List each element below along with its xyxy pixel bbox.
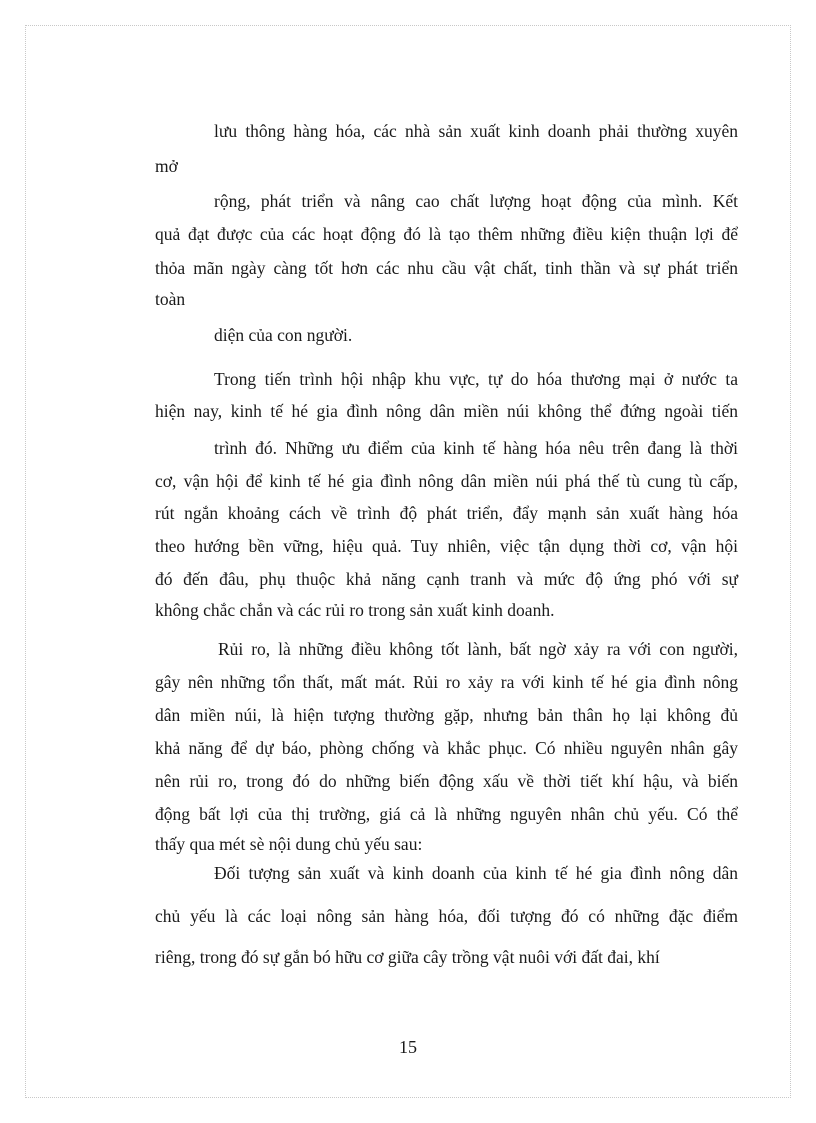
text-line: Rủi ro, là những điều không tốt lành, bất ngờ xảy ra với con người, bbox=[218, 639, 738, 659]
text-line: rút ngắn khoảng cách về trình độ phát triển, đẩy mạnh sản xuất hàng hóa bbox=[155, 503, 738, 523]
text-line: quả đạt được của các hoạt động đó là tạo thêm những điều kiện thuận lợi để bbox=[155, 224, 738, 244]
text-line: khả năng để dự báo, phòng chống và khắc phục. Có nhiều nguyên nhân gây bbox=[155, 738, 738, 758]
text-line: không chắc chắn và các rủi ro trong sản xuất kinh doanh. bbox=[155, 600, 555, 620]
text-line: nên rủi ro, trong đó do những biến động xấu về thời tiết khí hậu, và biến bbox=[155, 771, 738, 791]
text-line: diện của con người. bbox=[214, 325, 353, 345]
page-number: 15 bbox=[399, 1037, 417, 1057]
text-line: hiện nay, kinh tế hé gia đình nông dân miền núi không thể đứng ngoài tiến bbox=[155, 401, 738, 421]
border-left bbox=[25, 25, 26, 1098]
text-line: Đối tượng sản xuất và kinh doanh của kinh tế hé gia đình nông dân bbox=[214, 863, 738, 883]
border-bottom bbox=[25, 1097, 791, 1098]
border-top bbox=[25, 25, 791, 26]
text-line: toàn bbox=[155, 289, 186, 309]
text-line: theo hướng bền vững, hiệu quả. Tuy nhiên, việc tận dụng thời cơ, vận hội bbox=[155, 536, 738, 556]
text-line: lưu thông hàng hóa, các nhà sản xuất kinh doanh phải thường xuyên bbox=[214, 121, 738, 141]
text-line: cơ, vận hội để kinh tế hé gia đình nông dân miền núi phá thế tù cung tù cấp, bbox=[155, 471, 738, 491]
border-right bbox=[790, 25, 791, 1098]
text-line: thỏa mãn ngày càng tốt hơn các nhu cầu vật chất, tinh thần và sự phát triển bbox=[155, 258, 738, 278]
text-line: đó đến đâu, phụ thuộc khả năng cạnh tranh và mức độ ứng phó với sự bbox=[155, 569, 738, 589]
text-line: thấy qua mét sè nội dung chủ yếu sau: bbox=[155, 834, 423, 854]
text-line: chủ yếu là các loại nông sản hàng hóa, đối tượng đó có những đặc điểm bbox=[155, 906, 738, 926]
text-line: Trong tiến trình hội nhập khu vực, tự do hóa thương mại ở nước ta bbox=[214, 369, 738, 389]
text-line: gây nên những tổn thất, mất mát. Rủi ro xảy ra với kinh tế hé gia đình nông bbox=[155, 672, 738, 692]
text-line: động bất lợi của thị trường, giá cả là những nguyên nhân chủ yếu. Có thể bbox=[155, 804, 738, 824]
text-line: trình đó. Những ưu điểm của kinh tế hàng hóa nêu trên đang là thời bbox=[214, 438, 738, 458]
text-line: rộng, phát triển và nâng cao chất lượng hoạt động của mình. Kết bbox=[214, 191, 738, 211]
text-line: dân miền núi, là hiện tượng thường gặp, nhưng bản thân họ lại không đủ bbox=[155, 705, 738, 725]
text-line: mở bbox=[155, 156, 178, 176]
text-line: riêng, trong đó sự gắn bó hữu cơ giữa cây trồng vật nuôi với đất đai, khí bbox=[155, 947, 660, 967]
